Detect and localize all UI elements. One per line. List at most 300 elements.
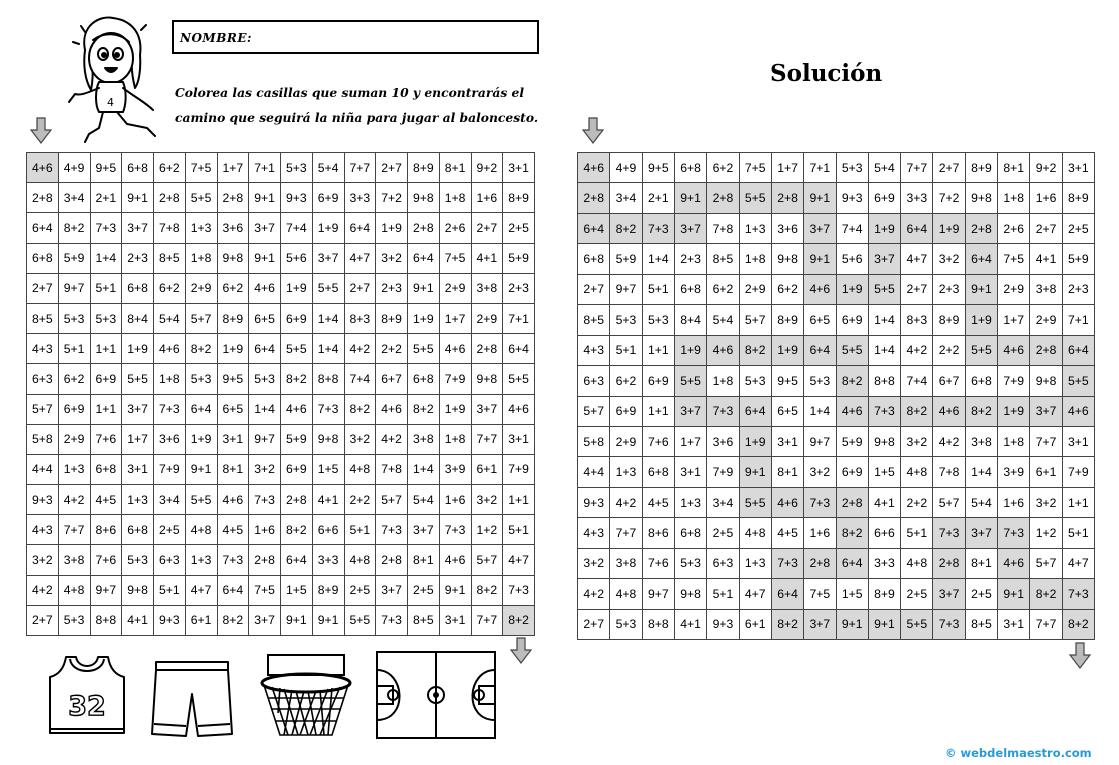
grid-cell[interactable]: 1+4 — [312, 303, 344, 333]
grid-cell[interactable]: 7+2 — [933, 183, 965, 213]
grid-cell[interactable]: 7+8 — [154, 213, 186, 243]
grid-cell[interactable]: 4+2 — [610, 487, 642, 517]
grid-cell[interactable]: 1+8 — [739, 244, 771, 274]
grid-cell[interactable]: 6+3 — [707, 548, 739, 578]
grid-cell[interactable]: 5+4 — [707, 305, 739, 335]
grid-cell[interactable]: 7+3 — [154, 394, 186, 424]
grid-cell[interactable]: 7+3 — [376, 605, 408, 635]
grid-cell[interactable]: 2+9 — [471, 303, 503, 333]
grid-cell[interactable]: 1+3 — [185, 545, 217, 575]
grid-cell[interactable]: 6+8 — [90, 454, 122, 484]
grid-cell[interactable]: 6+8 — [122, 153, 154, 183]
grid-cell[interactable]: 1+9 — [836, 274, 868, 304]
grid-cell[interactable]: 5+4 — [408, 485, 440, 515]
grid-cell[interactable]: 9+1 — [185, 454, 217, 484]
grid-cell[interactable]: 5+5 — [836, 335, 868, 365]
grid-cell[interactable]: 8+5 — [965, 609, 997, 639]
grid-cell[interactable]: 7+5 — [249, 575, 281, 605]
grid-cell[interactable]: 2+8 — [249, 545, 281, 575]
grid-cell[interactable]: 1+9 — [739, 426, 771, 456]
grid-cell[interactable]: 1+4 — [868, 335, 900, 365]
grid-cell[interactable]: 2+5 — [1062, 213, 1094, 243]
grid-cell[interactable]: 8+9 — [312, 575, 344, 605]
grid-cell[interactable]: 1+7 — [122, 424, 154, 454]
grid-cell[interactable]: 8+9 — [868, 579, 900, 609]
grid-cell[interactable]: 8+2 — [965, 396, 997, 426]
grid-cell[interactable]: 3+4 — [58, 183, 90, 213]
grid-cell[interactable]: 2+2 — [344, 485, 376, 515]
grid-cell[interactable]: 6+9 — [281, 303, 313, 333]
grid-cell[interactable]: 5+7 — [376, 485, 408, 515]
grid-cell[interactable]: 4+8 — [344, 454, 376, 484]
grid-cell[interactable]: 7+7 — [471, 605, 503, 635]
grid-cell[interactable]: 9+8 — [408, 183, 440, 213]
grid-cell[interactable]: 7+3 — [707, 396, 739, 426]
grid-cell[interactable]: 5+5 — [739, 487, 771, 517]
grid-cell[interactable]: 5+7 — [1030, 548, 1062, 578]
grid-cell[interactable]: 2+8 — [933, 548, 965, 578]
grid-cell[interactable]: 1+8 — [707, 366, 739, 396]
grid-cell[interactable]: 7+6 — [642, 426, 674, 456]
grid-cell[interactable]: 8+2 — [408, 394, 440, 424]
grid-cell[interactable]: 1+3 — [58, 454, 90, 484]
grid-cell[interactable]: 2+1 — [642, 183, 674, 213]
grid-cell[interactable]: 4+7 — [503, 545, 535, 575]
grid-cell[interactable]: 5+5 — [185, 183, 217, 213]
grid-cell[interactable]: 7+5 — [998, 244, 1030, 274]
grid-cell[interactable]: 1+6 — [249, 515, 281, 545]
grid-cell[interactable]: 1+9 — [312, 213, 344, 243]
grid-cell[interactable]: 3+7 — [965, 518, 997, 548]
grid-cell[interactable]: 4+8 — [185, 515, 217, 545]
grid-cell[interactable]: 2+8 — [27, 183, 59, 213]
grid-cell[interactable]: 5+5 — [185, 485, 217, 515]
grid-cell[interactable]: 3+1 — [998, 609, 1030, 639]
grid-cell[interactable]: 1+3 — [610, 457, 642, 487]
grid-cell[interactable]: 3+2 — [804, 457, 836, 487]
grid-cell[interactable]: 7+7 — [1030, 426, 1062, 456]
grid-cell[interactable]: 5+3 — [610, 305, 642, 335]
grid-cell[interactable]: 2+7 — [933, 153, 965, 183]
grid-cell[interactable]: 7+2 — [376, 183, 408, 213]
grid-cell[interactable]: 5+7 — [933, 487, 965, 517]
grid-cell[interactable]: 2+3 — [376, 273, 408, 303]
grid-cell[interactable]: 9+1 — [739, 457, 771, 487]
grid-cell[interactable]: 6+9 — [642, 366, 674, 396]
grid-cell[interactable]: 1+5 — [836, 579, 868, 609]
grid-cell[interactable]: 2+5 — [154, 515, 186, 545]
grid-cell[interactable]: 6+9 — [610, 396, 642, 426]
grid-cell[interactable]: 9+1 — [439, 575, 471, 605]
grid-cell[interactable]: 2+7 — [344, 273, 376, 303]
grid-cell[interactable]: 1+8 — [998, 183, 1030, 213]
grid-cell[interactable]: 4+3 — [578, 518, 610, 548]
grid-cell[interactable]: 3+1 — [217, 424, 249, 454]
grid-cell[interactable]: 3+7 — [312, 243, 344, 273]
grid-cell[interactable]: 4+6 — [578, 153, 610, 183]
grid-cell[interactable]: 5+9 — [503, 243, 535, 273]
grid-cell[interactable]: 9+7 — [642, 579, 674, 609]
grid-cell[interactable]: 3+8 — [1030, 274, 1062, 304]
grid-cell[interactable]: 4+4 — [27, 454, 59, 484]
grid-cell[interactable]: 5+5 — [965, 335, 997, 365]
grid-cell[interactable]: 6+1 — [471, 454, 503, 484]
grid-cell[interactable]: 6+8 — [674, 153, 706, 183]
grid-cell[interactable]: 8+2 — [217, 605, 249, 635]
grid-cell[interactable]: 8+9 — [217, 303, 249, 333]
grid-cell[interactable]: 6+9 — [868, 183, 900, 213]
grid-cell[interactable]: 4+6 — [503, 394, 535, 424]
grid-cell[interactable]: 4+3 — [27, 334, 59, 364]
grid-cell[interactable]: 7+4 — [344, 364, 376, 394]
grid-cell[interactable]: 3+2 — [1030, 487, 1062, 517]
grid-cell[interactable]: 6+2 — [217, 273, 249, 303]
grid-cell[interactable]: 5+1 — [154, 575, 186, 605]
grid-cell[interactable]: 3+7 — [249, 213, 281, 243]
grid-cell[interactable]: 2+8 — [804, 548, 836, 578]
grid-cell[interactable]: 6+9 — [58, 394, 90, 424]
grid-cell[interactable]: 3+7 — [471, 394, 503, 424]
grid-cell[interactable]: 2+6 — [439, 213, 471, 243]
grid-cell[interactable]: 4+6 — [249, 273, 281, 303]
grid-cell[interactable]: 5+9 — [58, 243, 90, 273]
grid-cell[interactable]: 6+1 — [739, 609, 771, 639]
grid-cell[interactable]: 6+5 — [771, 396, 803, 426]
grid-cell[interactable]: 6+8 — [578, 244, 610, 274]
grid-cell[interactable]: 4+6 — [998, 335, 1030, 365]
grid-cell[interactable]: 9+2 — [1030, 153, 1062, 183]
grid-cell[interactable]: 8+2 — [185, 334, 217, 364]
grid-cell[interactable]: 2+7 — [1030, 213, 1062, 243]
grid-cell[interactable]: 6+5 — [804, 305, 836, 335]
grid-cell[interactable]: 8+2 — [836, 366, 868, 396]
grid-cell[interactable]: 8+1 — [217, 454, 249, 484]
grid-cell[interactable]: 6+2 — [707, 274, 739, 304]
grid-cell[interactable]: 3+2 — [471, 485, 503, 515]
grid-cell[interactable]: 7+1 — [249, 153, 281, 183]
grid-cell[interactable]: 9+8 — [471, 364, 503, 394]
grid-cell[interactable]: 9+1 — [965, 274, 997, 304]
grid-cell[interactable]: 5+4 — [868, 153, 900, 183]
grid-cell[interactable]: 8+5 — [707, 244, 739, 274]
grid-cell[interactable]: 3+1 — [1062, 153, 1094, 183]
grid-cell[interactable]: 1+5 — [312, 454, 344, 484]
grid-cell[interactable]: 6+6 — [868, 518, 900, 548]
grid-cell[interactable]: 2+5 — [503, 213, 535, 243]
grid-cell[interactable]: 2+9 — [1030, 305, 1062, 335]
grid-cell[interactable]: 2+8 — [154, 183, 186, 213]
grid-cell[interactable]: 1+9 — [998, 396, 1030, 426]
grid-cell[interactable]: 5+3 — [674, 548, 706, 578]
grid-cell[interactable]: 9+1 — [122, 183, 154, 213]
grid-cell[interactable]: 5+8 — [27, 424, 59, 454]
grid-cell[interactable]: 3+7 — [804, 213, 836, 243]
grid-cell[interactable]: 9+3 — [281, 183, 313, 213]
grid-cell[interactable]: 7+1 — [503, 303, 535, 333]
grid-cell[interactable]: 9+7 — [804, 426, 836, 456]
grid-cell[interactable]: 8+2 — [901, 396, 933, 426]
grid-cell[interactable]: 8+9 — [503, 183, 535, 213]
grid-cell[interactable]: 3+3 — [901, 183, 933, 213]
grid-cell[interactable]: 7+5 — [439, 243, 471, 273]
grid-cell[interactable]: 5+4 — [312, 153, 344, 183]
grid-cell[interactable]: 8+8 — [312, 364, 344, 394]
grid-cell[interactable]: 1+9 — [439, 394, 471, 424]
grid-cell[interactable]: 6+3 — [27, 364, 59, 394]
grid-cell[interactable]: 3+7 — [122, 394, 154, 424]
grid-cell[interactable]: 1+6 — [471, 183, 503, 213]
grid-cell[interactable]: 9+8 — [1030, 366, 1062, 396]
grid-cell[interactable]: 5+1 — [344, 515, 376, 545]
grid-cell[interactable]: 9+8 — [965, 183, 997, 213]
grid-cell[interactable]: 4+8 — [610, 579, 642, 609]
grid-cell[interactable]: 8+5 — [27, 303, 59, 333]
grid-cell[interactable]: 1+6 — [439, 485, 471, 515]
grid-cell[interactable]: 9+1 — [281, 605, 313, 635]
grid-cell[interactable]: 9+1 — [804, 183, 836, 213]
grid-cell[interactable]: 5+5 — [122, 364, 154, 394]
grid-cell[interactable]: 4+7 — [185, 575, 217, 605]
grid-cell[interactable]: 4+6 — [998, 548, 1030, 578]
grid-cell[interactable]: 7+9 — [439, 364, 471, 394]
grid-cell[interactable]: 9+1 — [868, 609, 900, 639]
grid-cell[interactable]: 8+9 — [1062, 183, 1094, 213]
grid-cell[interactable]: 3+7 — [674, 213, 706, 243]
grid-cell[interactable]: 3+7 — [1030, 396, 1062, 426]
grid-cell[interactable]: 3+1 — [439, 605, 471, 635]
grid-cell[interactable]: 6+4 — [1062, 335, 1094, 365]
grid-cell[interactable]: 1+9 — [376, 213, 408, 243]
grid-cell[interactable]: 7+3 — [217, 545, 249, 575]
grid-cell[interactable]: 4+5 — [642, 487, 674, 517]
grid-cell[interactable]: 5+1 — [901, 518, 933, 548]
grid-cell[interactable]: 4+8 — [901, 457, 933, 487]
grid-cell[interactable]: 1+3 — [739, 548, 771, 578]
name-field[interactable] — [172, 20, 539, 54]
grid-cell[interactable]: 2+3 — [674, 244, 706, 274]
grid-cell[interactable]: 2+8 — [471, 334, 503, 364]
grid-cell[interactable]: 9+7 — [249, 424, 281, 454]
grid-cell[interactable]: 2+8 — [771, 183, 803, 213]
grid-cell[interactable]: 5+4 — [965, 487, 997, 517]
grid-cell[interactable]: 2+7 — [27, 605, 59, 635]
grid-cell[interactable]: 1+1 — [642, 335, 674, 365]
grid-cell[interactable]: 2+8 — [376, 545, 408, 575]
grid-cell[interactable]: 3+8 — [471, 273, 503, 303]
grid-cell[interactable]: 3+1 — [503, 424, 535, 454]
grid-cell[interactable]: 5+9 — [281, 424, 313, 454]
grid-cell[interactable]: 9+3 — [836, 183, 868, 213]
grid-cell[interactable]: 4+8 — [739, 518, 771, 548]
grid-cell[interactable]: 7+8 — [933, 457, 965, 487]
grid-cell[interactable]: 5+4 — [154, 303, 186, 333]
grid-cell[interactable]: 6+9 — [836, 457, 868, 487]
grid-cell[interactable]: 8+1 — [998, 153, 1030, 183]
grid-cell[interactable]: 5+3 — [642, 305, 674, 335]
grid-cell[interactable]: 4+4 — [578, 457, 610, 487]
grid-cell[interactable]: 1+8 — [154, 364, 186, 394]
grid-cell[interactable]: 5+3 — [836, 153, 868, 183]
grid-cell[interactable]: 3+9 — [998, 457, 1030, 487]
grid-cell[interactable]: 6+4 — [217, 575, 249, 605]
grid-cell[interactable]: 9+7 — [610, 274, 642, 304]
grid-cell[interactable]: 7+8 — [707, 213, 739, 243]
grid-cell[interactable]: 6+2 — [707, 153, 739, 183]
grid-cell[interactable]: 4+5 — [90, 485, 122, 515]
grid-cell[interactable]: 5+3 — [58, 303, 90, 333]
grid-cell[interactable]: 9+8 — [122, 575, 154, 605]
grid-cell[interactable]: 9+3 — [578, 487, 610, 517]
grid-cell[interactable]: 1+8 — [439, 424, 471, 454]
grid-cell[interactable]: 4+1 — [674, 609, 706, 639]
grid-cell[interactable]: 6+8 — [674, 518, 706, 548]
grid-cell[interactable]: 6+2 — [154, 153, 186, 183]
grid-cell[interactable]: 1+4 — [804, 396, 836, 426]
grid-cell[interactable]: 5+7 — [185, 303, 217, 333]
grid-cell[interactable]: 7+3 — [933, 518, 965, 548]
grid-cell[interactable]: 8+9 — [965, 153, 997, 183]
grid-cell[interactable]: 1+7 — [217, 153, 249, 183]
grid-cell[interactable]: 4+6 — [27, 153, 59, 183]
grid-cell[interactable]: 4+5 — [217, 515, 249, 545]
grid-cell[interactable]: 6+2 — [58, 364, 90, 394]
grid-cell[interactable]: 6+9 — [836, 305, 868, 335]
grid-cell[interactable]: 8+8 — [642, 609, 674, 639]
grid-cell[interactable]: 4+9 — [58, 153, 90, 183]
grid-cell[interactable]: 9+5 — [217, 364, 249, 394]
grid-cell[interactable]: 1+8 — [998, 426, 1030, 456]
grid-cell[interactable]: 7+9 — [707, 457, 739, 487]
grid-cell[interactable]: 3+2 — [901, 426, 933, 456]
grid-cell[interactable]: 6+2 — [771, 274, 803, 304]
grid-cell[interactable]: 4+9 — [610, 153, 642, 183]
grid-cell[interactable]: 7+1 — [1062, 305, 1094, 335]
grid-cell[interactable]: 6+4 — [249, 334, 281, 364]
grid-cell[interactable]: 5+1 — [90, 273, 122, 303]
grid-cell[interactable]: 8+9 — [408, 153, 440, 183]
grid-cell[interactable]: 6+1 — [1030, 457, 1062, 487]
grid-cell[interactable]: 2+8 — [836, 487, 868, 517]
grid-cell[interactable]: 3+8 — [58, 545, 90, 575]
grid-cell[interactable]: 1+6 — [1030, 183, 1062, 213]
grid-cell[interactable]: 4+6 — [804, 274, 836, 304]
grid-cell[interactable]: 9+1 — [836, 609, 868, 639]
grid-cell[interactable]: 7+3 — [1062, 579, 1094, 609]
grid-cell[interactable]: 6+4 — [408, 243, 440, 273]
grid-cell[interactable]: 5+5 — [1062, 366, 1094, 396]
grid-cell[interactable]: 4+1 — [312, 485, 344, 515]
grid-cell[interactable]: 8+2 — [281, 515, 313, 545]
grid-cell[interactable]: 7+3 — [249, 485, 281, 515]
grid-cell[interactable]: 9+5 — [642, 153, 674, 183]
grid-cell[interactable]: 5+5 — [344, 605, 376, 635]
grid-cell[interactable]: 2+7 — [901, 274, 933, 304]
grid-cell[interactable]: 3+2 — [578, 548, 610, 578]
grid-cell[interactable]: 8+2 — [471, 575, 503, 605]
grid-cell[interactable]: 2+2 — [376, 334, 408, 364]
grid-cell[interactable]: 7+3 — [503, 575, 535, 605]
grid-cell[interactable]: 4+6 — [1062, 396, 1094, 426]
grid-cell[interactable]: 7+7 — [610, 518, 642, 548]
grid-cell[interactable]: 1+4 — [249, 394, 281, 424]
grid-cell[interactable]: 3+6 — [707, 426, 739, 456]
grid-cell[interactable]: 8+3 — [344, 303, 376, 333]
grid-cell[interactable]: 7+9 — [998, 366, 1030, 396]
grid-cell[interactable]: 7+3 — [868, 396, 900, 426]
grid-cell[interactable]: 6+8 — [408, 364, 440, 394]
grid-cell[interactable]: 5+7 — [578, 396, 610, 426]
grid-cell[interactable]: 5+9 — [610, 244, 642, 274]
grid-cell[interactable]: 9+8 — [674, 579, 706, 609]
grid-cell[interactable]: 3+8 — [408, 424, 440, 454]
grid-cell[interactable]: 2+9 — [998, 274, 1030, 304]
grid-cell[interactable]: 8+5 — [408, 605, 440, 635]
grid-cell[interactable]: 8+6 — [642, 518, 674, 548]
grid-cell[interactable]: 4+8 — [344, 545, 376, 575]
grid-cell[interactable]: 3+8 — [610, 548, 642, 578]
grid-cell[interactable]: 7+3 — [90, 213, 122, 243]
grid-cell[interactable]: 6+6 — [312, 515, 344, 545]
grid-cell[interactable]: 5+1 — [1062, 518, 1094, 548]
grid-cell[interactable]: 7+3 — [376, 515, 408, 545]
grid-cell[interactable]: 2+9 — [610, 426, 642, 456]
grid-cell[interactable]: 8+1 — [965, 548, 997, 578]
grid-cell[interactable]: 2+5 — [901, 579, 933, 609]
grid-cell[interactable]: 1+3 — [185, 213, 217, 243]
grid-cell[interactable]: 5+9 — [1062, 244, 1094, 274]
grid-cell[interactable]: 3+3 — [344, 183, 376, 213]
grid-cell[interactable]: 3+7 — [408, 515, 440, 545]
grid-cell[interactable]: 6+3 — [154, 545, 186, 575]
grid-cell[interactable]: 7+3 — [998, 518, 1030, 548]
grid-cell[interactable]: 2+8 — [707, 183, 739, 213]
grid-cell[interactable]: 5+7 — [739, 305, 771, 335]
grid-cell[interactable]: 8+9 — [376, 303, 408, 333]
grid-cell[interactable]: 2+1 — [90, 183, 122, 213]
grid-cell[interactable]: 2+3 — [1062, 274, 1094, 304]
grid-cell[interactable]: 5+1 — [610, 335, 642, 365]
grid-cell[interactable]: 6+4 — [836, 548, 868, 578]
grid-cell[interactable]: 6+2 — [154, 273, 186, 303]
grid-cell[interactable]: 3+1 — [503, 153, 535, 183]
grid-cell[interactable]: 5+3 — [739, 366, 771, 396]
grid-cell[interactable]: 3+7 — [249, 605, 281, 635]
grid-cell[interactable]: 2+5 — [965, 579, 997, 609]
grid-cell[interactable]: 3+2 — [344, 424, 376, 454]
grid-cell[interactable]: 7+7 — [471, 424, 503, 454]
grid-cell[interactable]: 2+2 — [933, 335, 965, 365]
grid-cell[interactable]: 9+8 — [868, 426, 900, 456]
grid-cell[interactable]: 8+2 — [771, 609, 803, 639]
grid-cell[interactable]: 1+5 — [281, 575, 313, 605]
grid-cell[interactable]: 5+3 — [122, 545, 154, 575]
grid-cell[interactable]: 9+3 — [707, 609, 739, 639]
grid-cell[interactable]: 4+6 — [933, 396, 965, 426]
grid-cell[interactable]: 5+1 — [707, 579, 739, 609]
grid-cell[interactable]: 4+7 — [739, 579, 771, 609]
grid-cell[interactable]: 1+7 — [998, 305, 1030, 335]
grid-cell[interactable]: 6+4 — [804, 335, 836, 365]
grid-cell[interactable]: 3+6 — [771, 213, 803, 243]
grid-cell[interactable]: 7+5 — [739, 153, 771, 183]
grid-cell[interactable]: 1+9 — [933, 213, 965, 243]
grid-cell[interactable]: 6+4 — [27, 213, 59, 243]
grid-cell[interactable]: 8+4 — [674, 305, 706, 335]
grid-cell[interactable]: 5+7 — [471, 545, 503, 575]
grid-cell[interactable]: 5+3 — [610, 609, 642, 639]
grid-cell[interactable]: 2+7 — [27, 273, 59, 303]
grid-cell[interactable]: 4+6 — [376, 394, 408, 424]
